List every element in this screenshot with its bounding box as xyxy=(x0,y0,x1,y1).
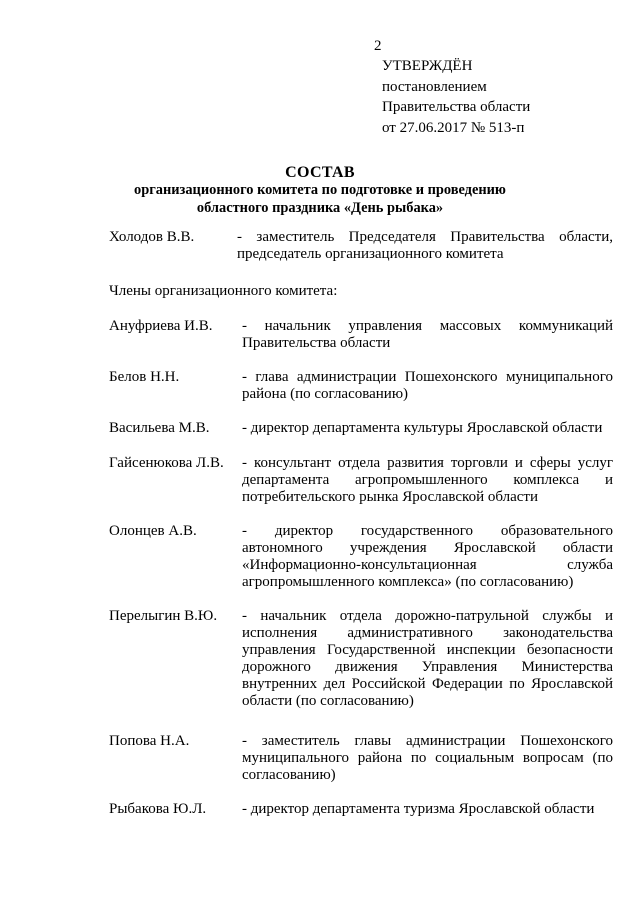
member-name: Рыбакова Ю.Л. xyxy=(109,801,207,817)
member-role: - начальник управления массовых коммуникаций Правительства области xyxy=(242,318,613,351)
member-role: - директор департамента культуры Ярославской области xyxy=(242,420,603,436)
member-role: - заместитель главы администрации Пошехонского муниципального района по социальным вопросам (по согласованию) xyxy=(242,733,613,783)
members-label: Члены организационного комитета: xyxy=(109,283,338,299)
member-name: Попова Н.А. xyxy=(109,733,190,749)
chairman-role: - заместитель Председателя Правительства области, председатель организационного комитета xyxy=(237,229,613,262)
title-main: СОСТАВ xyxy=(285,164,355,181)
member-name: Ануфриева И.В. xyxy=(109,318,213,334)
member-name: Белов Н.Н. xyxy=(109,369,180,385)
member-role: - директор департамента туризма Ярославской области xyxy=(242,801,595,817)
title-subtitle-line-2: областного праздника «День рыбака» xyxy=(196,199,444,216)
title-subtitle-line-1: организационного комитета по подготовке и проведению xyxy=(134,182,506,198)
member-name: Гайсенюкова Л.В. xyxy=(109,455,224,471)
member-name: Васильева М.В. xyxy=(109,420,210,436)
approval-line-3: Правительства области xyxy=(382,99,531,115)
member-role: - начальник отдела дорожно-патрульной службы и исполнения административного законодательства управления Государственной инспекции безопасности дорожного движения Управления Министерства внутренних дел Российской Федерации по Ярославской области (по согласованию) xyxy=(242,608,613,709)
member-name: Перелыгин В.Ю. xyxy=(109,608,218,624)
approval-line-4: от 27.06.2017 № 513-п xyxy=(382,119,525,136)
member-role: - директор государственного образовательного автономного учреждения Ярославской области «Информационно-консультационная служба агропромышленного комплекса» (по согласованию) xyxy=(242,523,613,590)
document-title xyxy=(0,163,640,217)
approval-line-2: постановлением xyxy=(382,78,487,95)
chairman-name: Холодов В.В. xyxy=(109,229,195,245)
member-role: - глава администрации Пошехонского муниципального района (по согласованию) xyxy=(242,369,613,402)
member-role: - консультант отдела развития торговли и сферы услуг департамента агропромышленного комплекса и потребительского рынка Ярославской области xyxy=(242,455,613,505)
approval-line-1: УТВЕРЖДЁН xyxy=(382,58,473,74)
member-name: Олонцев А.В. xyxy=(109,523,197,539)
page-number: 2 xyxy=(374,38,382,54)
approval-stamp xyxy=(382,56,622,138)
